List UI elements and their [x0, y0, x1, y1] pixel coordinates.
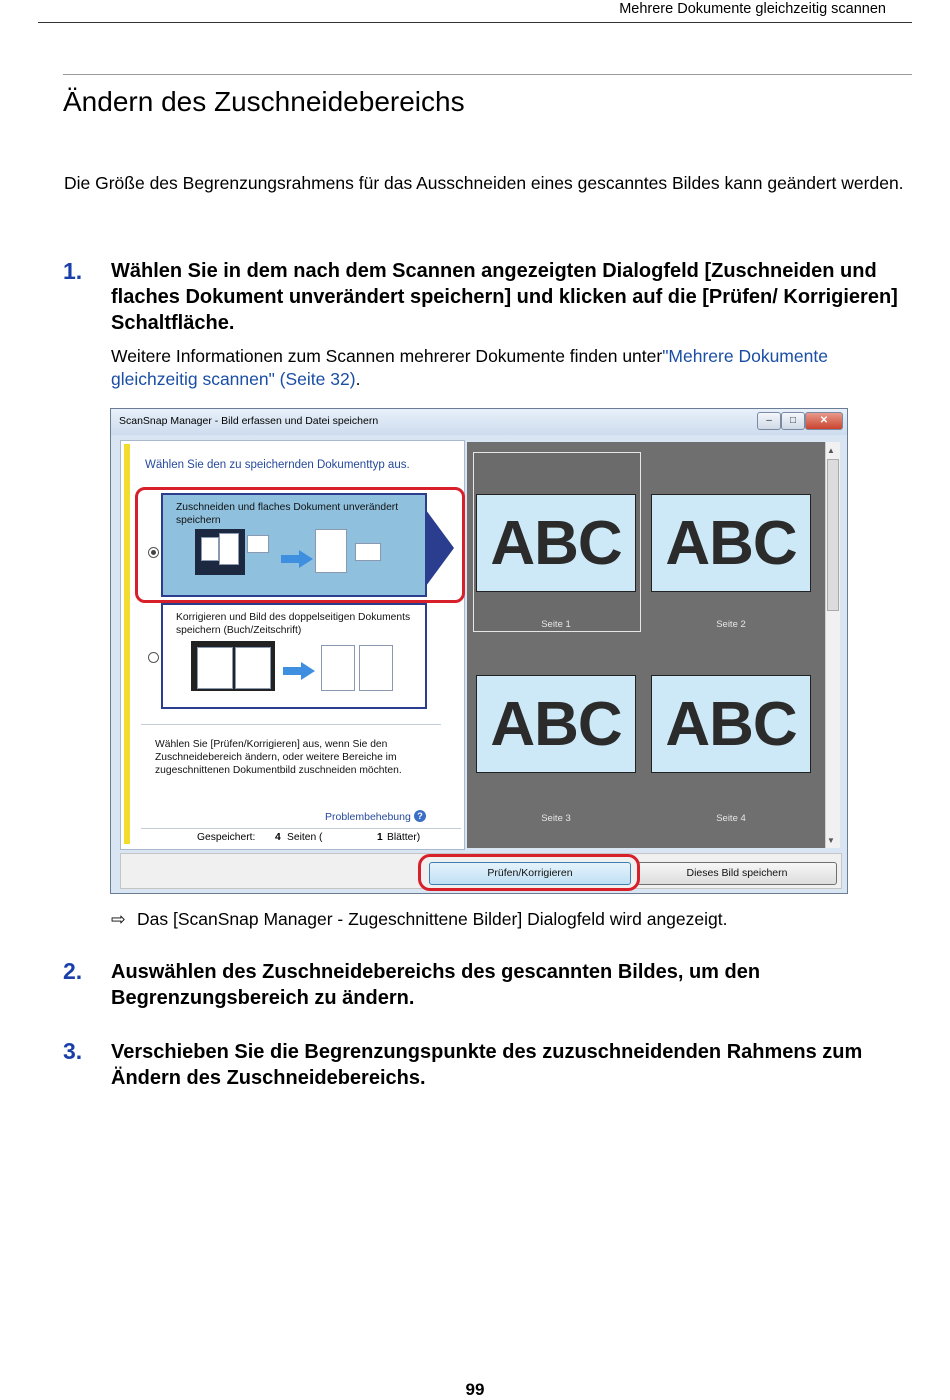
page-number: 99 — [465, 1380, 485, 1399]
note-suffix: . — [355, 369, 361, 389]
help-icon[interactable]: ? — [414, 810, 426, 822]
open-book-thumbnail — [191, 641, 275, 691]
page-3-thumbnail[interactable]: ABC — [476, 675, 636, 773]
option-2-label: Korrigieren und Bild des doppelseitigen Dokuments speichern (Buch/Zeitschrift) — [176, 612, 411, 636]
instruction-text: Wählen Sie den zu speichernden Dokumenttyp aus. — [145, 459, 410, 471]
hint-text: Wählen Sie [Prüfen/Korrigieren] aus, wenn Sie den Zuschneidebereich ändern, oder weitere Bereiche im zugeschnittenen Dokumentbild zuschneiden möchten. — [155, 739, 402, 776]
stored-sheets-count: 1 — [377, 832, 383, 843]
stored-pages-unit: Seiten ( — [287, 832, 323, 843]
page-3-label: Seite 3 — [541, 813, 571, 824]
maximize-icon[interactable]: □ — [781, 412, 805, 430]
option-book-magazine[interactable] — [161, 603, 427, 709]
page-4-label: Seite 4 — [716, 813, 746, 824]
option-1-label: Zuschneiden und flaches Dokument unverändert speichern — [176, 502, 399, 526]
save-image-button[interactable]: Dieses Bild speichern — [637, 862, 837, 885]
scroll-down-icon[interactable]: ▼ — [827, 836, 835, 845]
page-1-label: Seite 1 — [541, 619, 571, 630]
note-text: Weitere Informationen zum Scannen mehrerer Dokumente finden unter — [111, 346, 663, 366]
scroll-up-icon[interactable]: ▲ — [827, 446, 835, 455]
page-preview-pane — [467, 442, 839, 848]
minimize-icon[interactable]: – — [757, 412, 781, 430]
step-1-text: Wählen Sie in dem nach dem Scannen angezeigten Dialogfeld [Zuschneiden und flaches Dokument unverändert speichern] und klicken auf die [Prüfen/ Korrigieren] Schaltfläche. — [111, 260, 898, 334]
accent-bar — [124, 444, 130, 844]
step-1-number: 1. — [63, 258, 83, 284]
highlight-ring-option — [135, 487, 465, 603]
section-intro: Die Größe des Begrenzungsrahmens für das Ausschneiden eines gescanntes Bildes kann geändert werden. — [64, 173, 904, 193]
dialog-title: ScanSnap Manager - Bild erfassen und Datei speichern — [119, 415, 379, 427]
step-1-note — [111, 345, 911, 391]
page-1-thumbnail[interactable]: ABC — [476, 494, 636, 592]
check-correct-button[interactable]: Prüfen/Korrigieren — [429, 862, 631, 885]
running-header — [38, 0, 912, 23]
highlight-ring-button — [418, 854, 640, 891]
stored-sheets-unit: Blätter) — [387, 832, 421, 843]
page-4-thumbnail[interactable]: ABC — [651, 675, 811, 773]
page-2-label: Seite 2 — [716, 619, 746, 630]
output-page-icon — [359, 645, 393, 691]
page-2-thumbnail[interactable]: ABC — [651, 494, 811, 592]
step-3-text: Verschieben Sie die Begrenzungspunkte des zuzuschneidenden Rahmens zum Ändern des Zuschneidebereichs. — [111, 1041, 863, 1089]
arrow-icon — [283, 667, 301, 675]
scansnap-dialog-screenshot — [110, 408, 848, 894]
step-2-number: 2. — [63, 958, 83, 984]
step-1-result — [111, 909, 727, 930]
step-3-number: 3. — [63, 1038, 83, 1064]
troubleshooting-link[interactable]: Problembehebung — [325, 811, 411, 823]
stored-label: Gespeichert: — [197, 832, 256, 843]
option-2-radio[interactable] — [148, 652, 159, 663]
scrollbar-thumb[interactable] — [827, 459, 839, 611]
dialog-titlebar — [111, 409, 847, 435]
hollow-right-arrow-icon: ⇨ — [111, 909, 126, 929]
output-page-icon — [321, 645, 355, 691]
stored-pages-count: 4 — [275, 832, 281, 843]
stored-summary — [141, 828, 461, 847]
title-divider — [63, 74, 912, 75]
cross-reference-link[interactable]: "Mehrere Dokumente gleichzeitig scannen" (Seite 32) — [111, 346, 828, 389]
section-title: Ändern des Zuschneidebereichs — [63, 86, 465, 117]
close-icon[interactable]: ✕ — [805, 412, 843, 430]
result-text: Das [ScanSnap Manager - Zugeschnittene Bilder] Dialogfeld wird angezeigt. — [137, 909, 728, 929]
running-header-title: Mehrere Dokumente gleichzeitig scannen — [619, 1, 886, 17]
step-2-text: Auswählen des Zuschneidebereichs des gescannten Bildes, um den Begrenzungsbereich zu ändern. — [111, 961, 761, 1009]
divider — [141, 724, 441, 725]
